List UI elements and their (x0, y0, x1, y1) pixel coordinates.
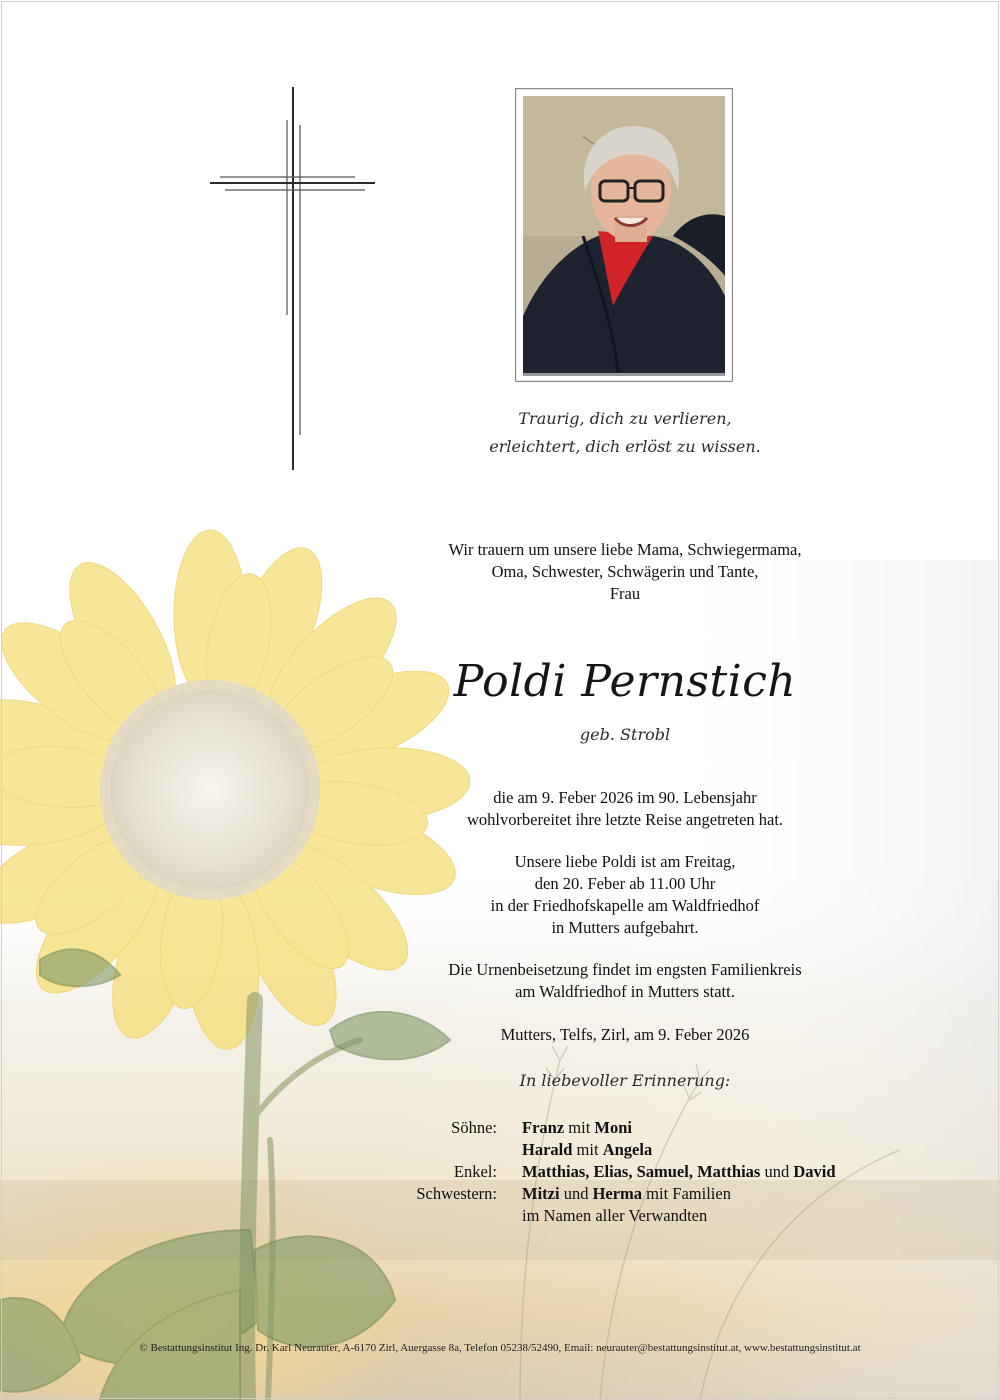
grandchild-last: David (793, 1162, 836, 1181)
passing-line-2: wohlvorbereitet ihre letzte Reise angetreten hat. (466, 810, 784, 829)
burial-line-1: Die Urnenbeisetzung findet im engsten Familienkreis (448, 960, 802, 979)
joiner: und (764, 1162, 790, 1181)
joiner: mit (576, 1140, 599, 1159)
sons-row-1 (522, 1117, 632, 1139)
sisters-label: Schwestern: (416, 1184, 497, 1203)
son-name: Harald (522, 1140, 573, 1159)
grandchildren-label: Enkel: (453, 1162, 497, 1181)
joiner: und (563, 1184, 589, 1203)
quote-line-1: Traurig, dich zu verlieren, (518, 409, 732, 428)
place-date (360, 1024, 890, 1046)
maiden-name: geb. Strobl (579, 725, 671, 744)
joiner: mit (568, 1118, 591, 1137)
partner-name: Angela (602, 1140, 653, 1159)
survivors-row-relatives (390, 1205, 950, 1227)
survivors-row-sisters (390, 1183, 950, 1205)
viewing-text (360, 851, 890, 939)
relatives-line: im Namen aller Verwandten (522, 1206, 708, 1225)
survivors-row-sons (390, 1117, 950, 1139)
survivors-row-sons-2 (390, 1139, 950, 1161)
quote-line-2: erleichtert, dich erlöst zu wissen. (489, 437, 761, 456)
cross-icon (205, 85, 380, 475)
burial-text (360, 959, 890, 1003)
sons-label: Söhne: (451, 1118, 497, 1137)
sister-name-2: Herma (592, 1184, 643, 1203)
remembrance-heading: In liebevoller Erinnerung: (519, 1071, 731, 1090)
sister-name-1: Mitzi (522, 1184, 560, 1203)
survivors-list (390, 1117, 950, 1227)
grandchildren-names (522, 1161, 836, 1183)
viewing-line-3: in der Friedhofskapelle am Waldfriedhof (490, 896, 760, 915)
grandchildren-list: Matthias, Elias, Samuel, Matthias (522, 1162, 761, 1181)
portrait-frame (515, 88, 733, 382)
viewing-line-2: den 20. Feber ab 11.00 Uhr (534, 874, 716, 893)
intro-line-1: Wir trauern um unsere liebe Mama, Schwiegermama, (448, 540, 802, 559)
son-name: Franz (522, 1118, 565, 1137)
sisters-names (522, 1183, 731, 1205)
place-date-line: Mutters, Telfs, Zirl, am 9. Feber 2026 (500, 1025, 750, 1044)
burial-line-2: am Waldfriedhof in Mutters statt. (515, 982, 735, 1001)
partner-name: Moni (594, 1118, 633, 1137)
portrait-photo (523, 96, 725, 376)
memorial-quote (440, 405, 810, 461)
survivors-row-grandchildren (390, 1161, 950, 1183)
viewing-line-1: Unsere liebe Poldi ist am Freitag, (514, 852, 736, 871)
sons-row-2 (522, 1139, 652, 1161)
footer-imprint: © Bestattungsinstitut Ing. Dr. Karl Neurauter, A-6170 Zirl, Auergasse 8a, Telefon 05238/52490, Email: neurauter@bestattungsinstitut.at, www.bestattungsinstitut.at (139, 1342, 861, 1354)
sisters-suffix: mit Familien (646, 1184, 731, 1203)
passing-line-1: die am 9. Feber 2026 im 90. Lebensjahr (493, 788, 757, 807)
intro-text (360, 539, 890, 605)
intro-line-2: Oma, Schwester, Schwägerin und Tante, (491, 562, 759, 581)
viewing-line-4: in Mutters aufgebahrt. (551, 918, 699, 937)
intro-line-3: Frau (609, 584, 641, 603)
deceased-name: Poldi Pernstich (453, 656, 797, 707)
passing-text (360, 787, 890, 831)
